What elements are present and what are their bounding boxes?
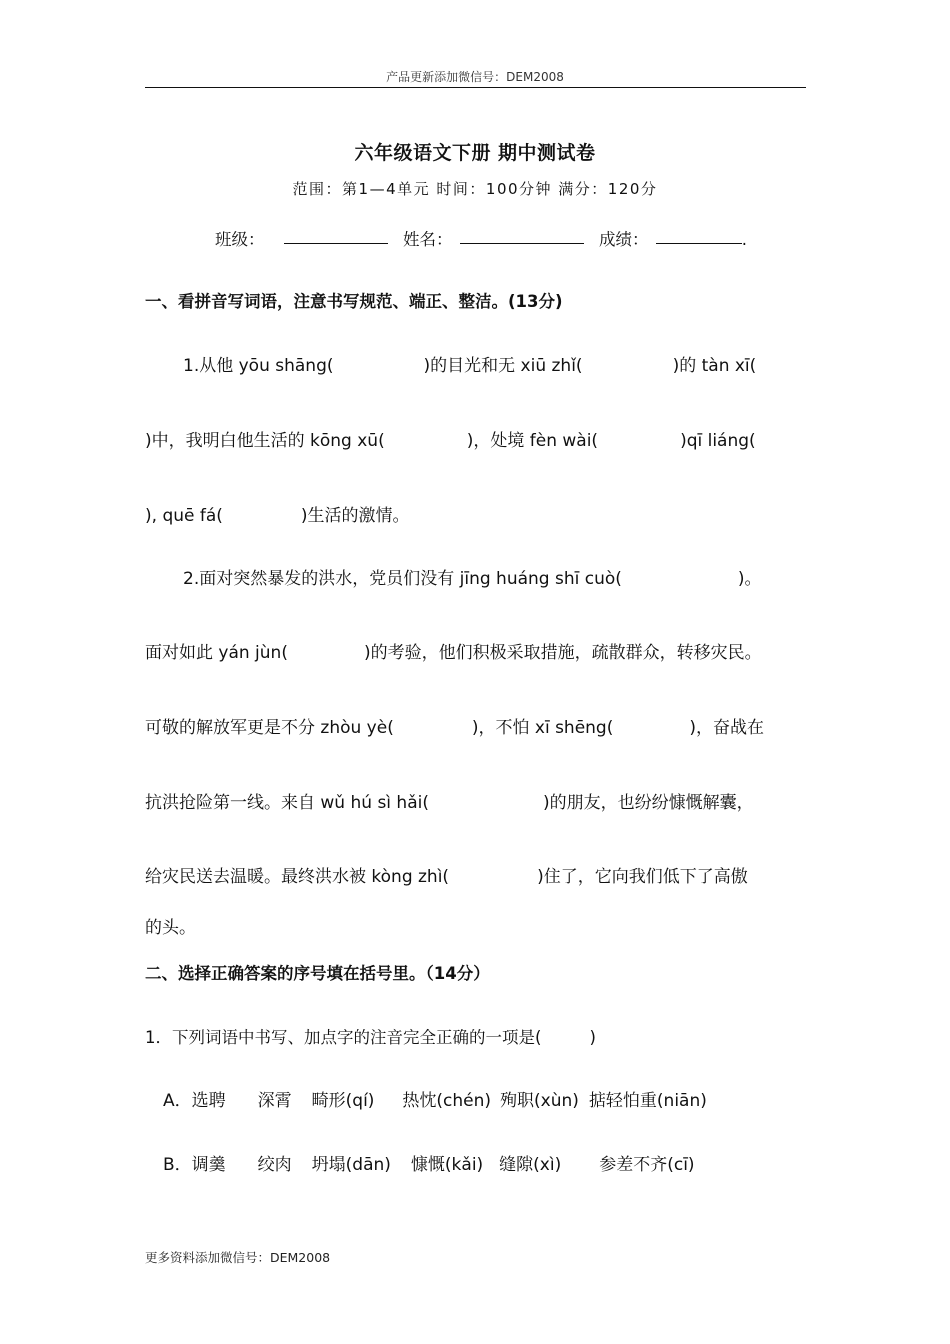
score-label: 成绩： [599,230,649,249]
s1-line-5: 面对如此 yán jùn( )的考验，他们积极采取措施，疏散群众，转移灾民。 [145,643,762,663]
footer-text: 更多资料添加微信号：DEM2008 [145,1250,331,1265]
name-field[interactable] [460,243,584,244]
s1-line-7: 抗洪抢险第一线。来自 wǔ hú sì hǎi( )的朋友，也纷纷慷慨解囊， [145,793,754,813]
info-end: . [741,230,747,249]
page-title: 六年级语文下册 期中测试卷 [354,142,596,164]
q1-stem: 1．下列词语中书写、加点字的注音完全正确的一项是( ) [145,1028,596,1047]
class-label: 班级： [215,230,265,249]
s1-line-8: 给灾民送去温暖。最终洪水被 kòng zhì( )住了，它向我们低下了高傲 [145,867,748,887]
name-label: 姓名： [403,230,453,249]
score-field[interactable] [656,243,742,244]
page-subtitle: 范围：第1—4单元 时间：100分钟 满分：120分 [292,180,658,198]
s1-line-2: )中，我明白他生活的 kōng xū( )，处境 fèn wài( )qī liáng( [145,431,756,451]
s1-line-9: 的头。 [145,918,196,938]
header-text: 产品更新添加微信号：DEM2008 [386,70,564,84]
class-field[interactable] [284,243,388,244]
option-a[interactable]: A．选聘 深霄 畸形(qí) 热忱(chén) 殉职(xùn) 掂轻怕重(niān) [163,1091,707,1111]
section1-heading: 一、看拼音写词语，注意书写规范、端正、整洁。(13分) [145,292,563,311]
s1-line-3: ), quē fá( )生活的激情。 [145,506,410,526]
header-rule [145,87,806,88]
student-info-row [215,226,747,250]
option-b[interactable]: B．调羹 绞肉 坍塌(dān) 慷慨(kǎi) 缝隙(xì) 参差不齐(cī) [163,1155,695,1175]
section2-heading: 二、选择正确答案的序号填在括号里。（14分） [145,964,490,983]
s1-line-4: 2.面对突然暴发的洪水，党员们没有 jīng huáng shī cuò( )。 [183,569,762,589]
s1-line-6: 可敬的解放军更是不分 zhòu yè( )，不怕 xī shēng( )，奋战在 [145,718,764,738]
s1-line-1: 1.从他 yōu shāng( )的目光和无 xiū zhǐ( )的 tàn xī( [183,356,757,376]
